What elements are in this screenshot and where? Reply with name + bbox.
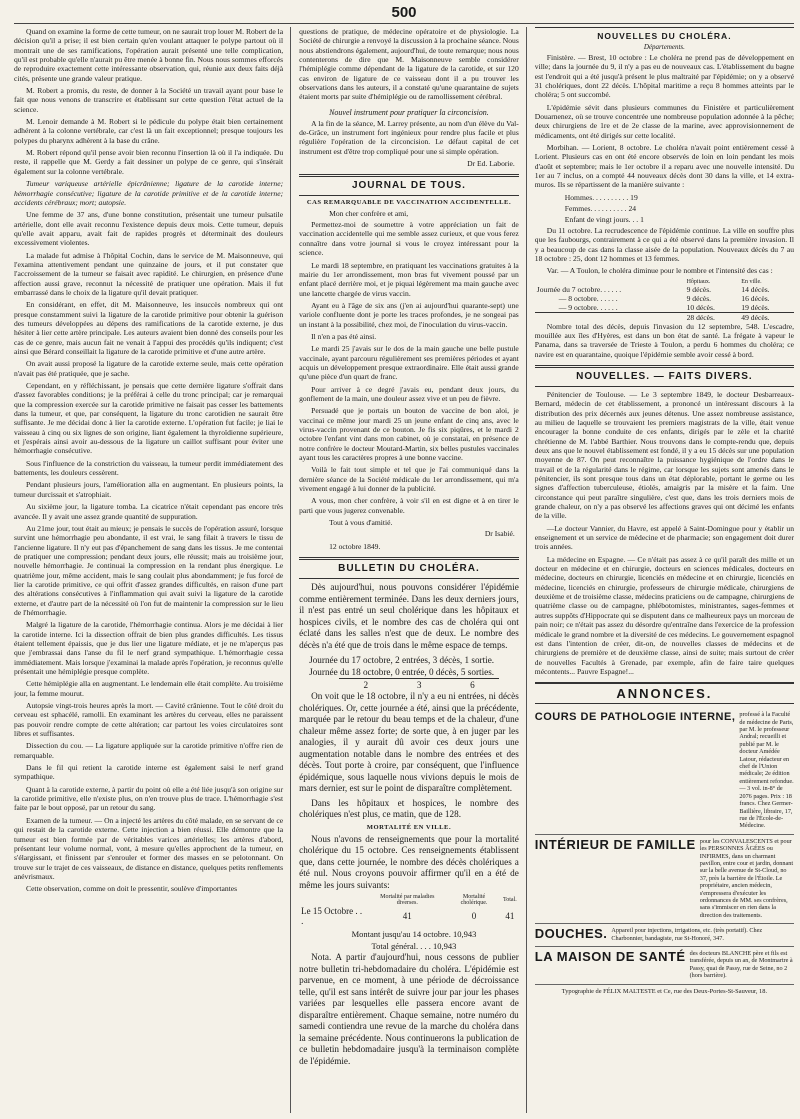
rule xyxy=(299,578,519,579)
printer-footer: Typographie de FÉLIX MALTESTE et Ce, rue des Deux-Portes-St-Sauveur, 18. xyxy=(561,987,768,995)
ad-body: des docteurs BLANCHE père et fils est transférée, depuis un an, de Montmartre à Passy, quai de Passy, rue de Seine, no 2 (hors barrière). xyxy=(689,950,793,980)
column-2 xyxy=(299,27,527,1113)
advertisement xyxy=(535,708,794,835)
paragraph: Au sixième jour, la ligature tomba. La cicatrice n'était cependant pas encore très avancée. Il y avait une assez grande quantité de suppuration. xyxy=(14,502,284,521)
table-cell: 9 décès. xyxy=(686,293,712,303)
paragraph: Permettez-moi de soumettre à votre appréciation un fait de vaccination accidentelle qui me semble assez curieux, et que vous ferez connaître dans votre journal si vous le croyez intéressant pour la science. xyxy=(299,220,519,258)
signature: Dr Isabié. xyxy=(484,529,515,539)
stat-line: Femmes. . . . . . . . . . 24 xyxy=(564,203,637,213)
paragraph: Dans les hôpitaux et hospices, le nombre des cholériques n'est plus, ce matin, que de 128. xyxy=(299,797,519,820)
table-total-row xyxy=(535,312,794,322)
table-cell: 49 décès. xyxy=(741,312,770,322)
paragraph: Voilà le fait tout simple et tel que je l'ai communiqué dans la dernière séance de la Société médicale du 1er arrondissement, qui m'a vivement engagé à lui donner de la publicité. xyxy=(299,465,519,494)
ad-title: INTÉRIEUR DE FAMILLE xyxy=(534,836,696,852)
paragraph: Examen de la tumeur. — On a injecté les artères du côté malade, en se servant de ce qui restait de la carotide externe. Cette injection a bien réussi. Elle démontre que la tumeur est bien formée par de véritables varices artérielles; les artères d'abord, présentant leur volume normal, vont, à mesure qu'elles approchent de la tumeur, en s'élargissant, et finissent par s'enrouler et former des masses en se pelotonnant. On trouve sur le trajet de ces vaisseaux, de distance en distance, quelques petits renflements anévrismaux. xyxy=(14,815,284,881)
section-title: NOUVELLES DU CHOLÉRA. xyxy=(597,31,732,41)
paragraph: Persuadé que je portais un bouton de vaccine de bon aloi, je vaccinai ce même jour mardi 25 un jeune enfant de cinq ans, avec le virus-vaccin provenant de ce bouton. Je fis six piqûres, et le mardi 2 octobre l'enfant vint dans mon cabinet, où je constatai, en présence de notre confrère le docteur Moutard-Martin, six belles pustules vaccinales ayant tous les caractères propres à une bonne vaccine. xyxy=(299,406,519,463)
section-title: BULLETIN DU CHOLÉRA. xyxy=(338,563,480,575)
rule xyxy=(299,195,519,196)
paragraph: L'épidémie sévit dans plusieurs communes du Finistère et particulièrement Douarnenez, où se trouve concentrée une nombreuse population adonnée à la pêche; deux chirurgiens de 1re et de 2e classe de la marine, avec approvisionnement de médicaments, ont été dirigés sur cette localité. xyxy=(534,102,794,140)
announcements-title: ANNONCES. xyxy=(535,682,794,704)
paragraph: Le mardi 18 septembre, en pratiquant les vaccinations gratuites à la mairie du 1er arrondissement, mon bras fut vivement poussé par un enfant placé derrière moi, et je piquai légèrement ma main gauche avec une lancette chargée de virus vaccin. xyxy=(299,260,519,298)
section-subheading: Départements. xyxy=(643,43,685,51)
table-row xyxy=(535,285,794,294)
advertisement xyxy=(535,835,794,924)
advertisement xyxy=(535,924,794,947)
section-subheading: CAS REMARQUABLE DE VACCINATION ACCIDENTELLE. xyxy=(306,199,512,207)
ad-body: pour les CONVALESCENTS et pour les PERSONNES ÂGÉES ou INFIRMES, dans un charmant pavillon, entre cour et jardin, donnant sur la belle avenue de St-Cloud, no 37, près la barrière de l'Étoile. Le propriétaire, ancien médecin, s'empressera d'exécuter les ordonnances de MM. ses confrères, sans s'immiscer en rien dans la direction des traitements. xyxy=(699,837,794,919)
paragraph: Morbihan. — Lorient, 8 octobre. Le choléra n'avait point entièrement cessé à Lorient. Plusieurs cas en ont été encore observés de loin en loin pendant les mois d'août et septembre; mais le 1er octobre il a reparu avec une nouvelle intensité. Du 1er au 7 inclus, on a compté 44 nouveaux décès dont 30 dans la ville, et 14 extra-muros. Ils se répartissent de la manière suivante : xyxy=(534,143,794,190)
paragraph: Le mardi 25 j'avais sur le dos de la main gauche une belle pustule vaccinale, ayant parcouru régulièrement ses premières périodes et ayant acquis un développement presque extraordinaire. Elle était aussi grande qu'une pièce d'un quart de franc. xyxy=(299,344,519,382)
bulletin-body xyxy=(299,582,519,1067)
case-title: Tumeur variqueuse artérielle épicrânienne; ligature de la carotide interne; hémorrhagie consécutive; ligature de la carotide primitive et de la carotide interne; accidents cérébraux; mort; autopsie. xyxy=(14,179,284,207)
paragraph: La médecine en Espagne. — Ce n'était pas assez à ce qu'il paraît des mille et un docteur en médecine et en chirurgie, docteurs en sciences médicales, docteurs en médecine, docteurs en chirurgie, licenciés en médecine et en chirurgie, licenciés en médecine, licenciés en chirurgie, professeurs de chirurgie médicale, chirurgiens de deuxième et de troisième classe, médecins praticiens ou de campagne, chirurgiens de quatrième classe ou de campagne, phlébotomistes, ministrantes, sages-femmes et autres suppôts d'Hippocrate qui se disputent dans ce malheureux pays un morceau de pain noir; ce n'était pas assez du désordre qu'entraîne dans l'exercice de la profession médicale le grand nombre et la diversité de ces médecins. Le gouvernement espagnol est dans l'intention de créer, dit-on, de nouvelles classes de médecins et de chirurgiens de première et de deuxième classe, ainsi de suite; mais surtout de créer de nouvelles Facultés à Grenade, par exemple, afin de faire taire quelques mécontents... Pauvre Espagne!... xyxy=(534,554,794,676)
paragraph: Du 11 octobre. La recrudescence de l'épidémie continue. La ville en souffre plus que les faubourgs, contrairement à ce qui a été observé dans la première invasion. Il y a beaucoup de cas dans la classe aisée de la population. Nouveaux décès du 7 au 18 octobre : 25, dont 12 hommes et 13 femmes. xyxy=(534,225,794,263)
section-rule xyxy=(299,174,519,177)
paragraph: On voit que le 18 octobre, il n'y a eu ni entrées, ni décès cholériques. Or, cette journée a été, ainsi que la précédente, marquée par le retour du beau temps et de la chaleur, d'une chaleur même assez forte; de sorte que, à en juger par les analogies, il y aurait dû avoir ces deux jours une augmentation notable dans le nombre des entrées et des décès. Tout porte à croire, par conséquent, que l'influence épidémique, sous laquelle nous vivions depuis le mois de mars dernier, est sur le point de disparaître complètement. xyxy=(299,691,519,794)
paragraph: Dès aujourd'hui, nous pouvons considérer l'épidémie comme entièrement terminée. Dans les deux derniers jours, il n'est pas entré un seul cholérique dans les hôpitaux et hospices civils, et le nombre des cas de choléra qui ont éclaté dans les salles n'est que de deux. Le nombre des décès n'a été que de trois dans le même espace de temps. xyxy=(299,582,519,650)
column-1 xyxy=(14,27,291,1113)
table-cell: Journée du 7 octobre. . . . . . xyxy=(536,284,622,294)
letter-date: 12 octobre 1849. xyxy=(329,542,381,552)
ad-body: professé à la Faculté de médecine de Paris, par M. le professeur Andral; recueilli et publié par M. le docteur Amédée Latour, rédacteur en chef de l'Union médicale; 2e édition entièrement refondue. — 3 vol. in-8° de 2076 pages. Prix : 18 francs. Chez Germer-Baillière, libraire, 17, rue de l'École-de-Médecine. xyxy=(739,711,794,830)
columns xyxy=(14,27,794,1113)
paragraph: A la fin de la séance, M. Larrey présente, au nom d'un élève du Val-de-Grâce, un instrument fort ingénieux pour rendre plus facile et plus régulière l'opération de la circoncision. Le défaut capital de cet instrument est d'être trop compliqué pour une si simple opération. xyxy=(299,118,519,156)
journee-row: Journée du 17 octobre, 2 entrées, 3 décès, 1 sortie. xyxy=(309,655,495,666)
paragraph: Au 21me jour, tout était au mieux; je pensais le succès de l'opération assuré, lorsque survint une hémorrhagie peu abondante, il est vrai, le sang filait à travers le tissu de l'ancienne ligature. Il n'y eut pas d'épanchement de sang dans les tissus. Je me contentai de pratiquer une compression; pendant deux jours, elle réussit; mais au troisième jour, nouvelle hémorrhagie. Je continuai la compression en la rendant plus énergique. Le quatrième jour, même accident, mais le sang coulait plus abondamment; je fus forcé de lier la carotide primitive, ce qui offrit d'assez grandes difficultés, en raison d'une part des altérations consécutives à l'inflammation qui avait suivi la ligature de la carotide externe, et d'autre part de la nécessité où l'on fut de maintenir la compression sur le lieu de l'hémorrhagie. xyxy=(14,523,284,617)
paragraph: Il n'en a pas été ainsi. xyxy=(311,331,377,341)
table-cell: 16 décès. xyxy=(741,293,770,303)
paragraph: questions de pratique, de médecine opératoire et de physiologie. La Société de chirurgie a renvoyé la discussion à la prochaine séance. Nous nous abstiendrons également, aujourd'hui, de toute remarque; nous nous contenterons de dire que M. Maisonneuve semble considérer l'hémiplégie comme dépendant de la ligature de la carotide, et sur 120 cas environ de ligature de ce vaisseau dont il a pu trouver les observations dans les auteurs, il a constaté qu'une quarantaine de sujets étaient morts par suite d'hémiplégie ou de ramollissement cérébral. xyxy=(299,27,519,102)
total-deaths: 3 xyxy=(416,680,422,691)
paragraph: La malade fut admise à l'hôpital Cochin, dans le service de M. Maisonneuve, qui l'examina attentivement pendant une quinzaine de jours, et il put constater que l'accroissement de la tumeur se faisait avec rapidité. Le chirurgien, en présence d'une affection aussi grave, reconnut la nécessité de pratiquer une opération. Mais il fut embarrassé dans le choix de la ligature qu'il devait pratiquer. xyxy=(14,250,284,297)
stat-line: Enfant de vingt jours. . . 1 xyxy=(564,214,644,224)
table-row xyxy=(535,294,794,303)
rule xyxy=(535,27,794,28)
total-exits: 6 xyxy=(470,680,475,691)
column-3 xyxy=(535,27,794,1113)
paragraph: Sous l'influence de la constriction du vaisseau, la tumeur perdit immédiatement des battements, les douleurs cessèrent. xyxy=(14,458,284,478)
ad-body: Appareil pour injections, irrigations, etc. (très portatif). Chez Charbonnier, bandagiste, rue St-Honoré, 347. xyxy=(611,927,763,942)
table-cell: 9 décès. xyxy=(686,284,712,294)
paragraph: En considérant, en effet, dit M. Maisonneuve, les insuccès nombreux qui ont presque constamment suivi la ligature de la carotide primitive pour obtenir la guérison des tumeurs développées au dépens des ramifications de la carotide externe, je dus hésiter à lier cette artère principale. Les auteurs avaient bien donné des conseils pour les cas de ce genre, mais aucun fait ne venait à l'appui des procédés qu'ils indiquent; c'est ainsi que Bérard conseillait la ligature de la carotide primitive et d'une autre artère. xyxy=(14,300,284,356)
paragraph: A vous, mon cher confrère, à voir s'il en est digne et à en tirer le parti que vous jugerez convenable. xyxy=(299,496,519,515)
paragraph: Pénitencier de Toulouse. — Le 3 septembre 1849, le docteur Desbarreaux-Bernard, médecin de cet établissement, a prononcé un intéressant discours à la distribution des prix décernés aux jeunes détenus. Une assez nombreuse assistance, au milieu de laquelle se trouvaient les premiers magistrats de la ville, était venue encourager la bonne conduite de ces enfants, dirigés par le zèle et la charité chrétienne de M. l'abbé Barthier. Nous trouvons dans le compte-rendu que, depuis deux ans que le nouvel établissement est fondé, il y a eu 15 décès sur une population moyenne de 87. On peut reconnaître la puissance hygiénique de l'ordre dans le travail et de la régularité dans le régime, car lorsque les sujets sont amenés dans le pénitencier, ils sont presque tous dans un état déplorable, portant le germe ou les signes d'affection tuberculeuse, étiolés, amaigris par la misère et la faim. Une circonstance qui peut paraître singulière, c'est que, dans les trois derniers mois de grande chaleur, on n'y a pas observé les affections graves qui ont décimé les enfants de la ville. xyxy=(534,389,794,521)
table-header: Mortalité cholérique. xyxy=(460,894,488,907)
paragraph: M. Lenoir demande à M. Robert si le pédicule du polype était bien certainement adhérent à la colonne vertébrale, car c'est là un fait exceptionnel; presque toujours les polypes du pharynx adhèrent à la base du crâne. xyxy=(14,117,284,145)
section-subheading: MORTALITÉ EN VILLE. xyxy=(366,823,452,831)
table-header: Mortalité par maladies diverses. xyxy=(380,894,435,907)
table-cell: 28 décès. xyxy=(686,312,715,322)
paragraph: Ayant eu à l'âge de six ans (j'en ai aujourd'hui quarante-sept) une variole confluente dont je porte les traces profondes, je ne songeai pas un instant à la possibilité, chez moi, de l'inoculation du virus-vaccin. xyxy=(299,300,519,329)
ad-title: COURS DE PATHOLOGIE INTERNE, xyxy=(534,711,736,724)
table-cell: 14 décès. xyxy=(741,284,770,294)
table-cell: 41 xyxy=(402,911,412,922)
paragraph: On avait aussi proposé la ligature de la carotide externe seule, mais cette opération n'avait pas été pratiquée, que je sache. xyxy=(14,359,284,378)
totals-row xyxy=(339,678,499,691)
mortality-grand-total: Total général. . . . 10,943 xyxy=(371,941,457,952)
table-header: Total. xyxy=(503,897,517,904)
table-row-label: Le 15 Octobre . . . xyxy=(301,906,363,927)
table-cell: 41 xyxy=(505,911,515,922)
table-cell: 19 décès. xyxy=(741,302,770,312)
top-rule xyxy=(14,23,794,24)
table-row xyxy=(535,303,794,313)
toulon-table xyxy=(535,279,794,322)
paragraph: Pendant plusieurs jours, l'amélioration alla en augmentant. En plusieurs points, la tumeur durcissait et s'atrophiait. xyxy=(14,480,284,499)
paragraph: Finistère. — Brest, 10 octobre : Le choléra ne prend pas de développement en ville; dans la journée du 9, il n'y a pas eu de nouveaux cas. L'établissement du bagne est l'endroit qui a été jusqu'à présent le plus maltraité par l'épidémie; on y a observé 31 cholériques, dont 22 décès. L'hôpital maritime a reçu 8 hommes atteints par le choléra; 5 ont succombé. xyxy=(534,53,794,100)
paragraph: Nous n'avons de renseignements que pour la mortalité cholérique du 15 octobre. Ces renseignements établissent que, dans cette journée, le nombre des décès cholériques a été nul. Nous croyons pouvoir affirmer qu'il en a été de même les jours suivants: xyxy=(299,833,519,890)
section-subtitle: Nouvel instrument pour pratiquer la circoncision. xyxy=(329,107,489,117)
paragraph: M. Robert a promis, du reste, de donner à la Société un travail ayant pour base le fait que nous venons de transcrire et établissant sur cette question l'état actuel de la science. xyxy=(14,86,284,114)
paragraph: Cette observation, comme on doit le pressentir, soulève d'importantes xyxy=(26,884,238,894)
table-cell: — 9 octobre. . . . . . xyxy=(558,302,618,312)
mortality-table xyxy=(299,894,519,926)
stat-line: Hommes. . . . . . . . . . 19 xyxy=(564,192,638,202)
ad-title: DOUCHES. xyxy=(534,926,608,942)
paragraph: Pour arriver à ce degré j'avais eu, pendant deux jours, du gonflement de la main, une douleur assez vive et un peu de fièvre. xyxy=(299,384,519,403)
paragraph: Nota. A partir d'aujourd'hui, nous cessons de publier notre bulletin tri-hebdomadaire du choléra. L'épidémie est parvenue, en ce moment, à une période de décroissance telle, qu'il est sans intérêt de suivre jour par jour les phases variées par lesquelles elle passera encore avant de disparaître entièrement. Chaque semaine, notre numéro du samedi contiendra une revue de la marche du choléra dans la semaine précédente. Nous continuerons la publication de ce bulletin hebdomadaire jusqu'à la terminaison complète de l'épidémie. xyxy=(299,952,519,1066)
table-cell: 0 xyxy=(471,911,477,922)
rule xyxy=(535,386,794,387)
total-entries: 2 xyxy=(363,680,369,691)
table-header: Hôpitaux. xyxy=(686,278,711,285)
section-title: NOUVELLES. — FAITS DIVERS. xyxy=(576,370,753,382)
ad-title: LA MAISON DE SANTÉ xyxy=(534,949,686,964)
paragraph: Quand on examine la forme de cette tumeur, on ne saurait trop louer M. Robert de la décision qu'il a prise; il est bien certain qu'en voulant attaquer le polype partout où il montrait une de ses ramifications, l'opération aurait présenté une telle complication, qu'il est probable qu'elle n'aurait pu être menée à bonne fin. Nous nous sommes efforcés de reproduire exactement cette intéressante observation, qui, réunie aux deux faits déjà cités, présente une grande valeur pratique. xyxy=(14,27,284,83)
paragraph: Autopsie vingt-trois heures après la mort. — Cavité crânienne. Tout le côté droit du cerveau est sphacélé, ramolli. En examinant les artères du cerveau, elles ne paraissent pas pouvoir rendre compte de cette altération; car partout les voies circulatoires sont libres et suffisantes. xyxy=(14,701,284,739)
paragraph: Cependant, en y réfléchissant, je pensais que cette dernière ligature s'offrait dans d'assez favorables conditions; je la préférai à celle du tronc principal; car je remarquai que la compression exercée sur la carotide primitive ne faisait pas cesser les battements dans la tumeur, et que, par conséquent, la ligature du tronc carotidien ne saurait être suffisante. Je me décidai donc à lier la carotide externe. L'opération fut facile; je liai le vaisseau à cinq ou six lignes de son origine, liant également la thyroïdienne supérieure, et j'espérais ainsi avoir au-dessous de la ligature un caillot suffisant pour éviter une hémorrhagie consécutive. xyxy=(14,381,284,456)
paragraph: —Le docteur Vannier, du Havre, est appelé à Saint-Domingue pour y établir un enseignement et un service de médecine et de pharmacie; son engagement doit durer trois années. xyxy=(534,523,794,552)
paragraph: Var. — A Toulon, le choléra diminue pour le nombre et l'intensité des cas : xyxy=(546,266,773,276)
paragraph: Dissection du cou. — La ligature appliquée sur la carotide primitive n'offre rien de remarquable. xyxy=(14,741,284,760)
paragraph: M. Robert répond qu'il pense avoir bien reconnu l'insertion là où il l'a indiquée. Du reste, il rappelle que M. Gerdy a fait dessiner un polype de ce genre, qui s'insérait également sur la colonne vertébrale. xyxy=(14,148,284,176)
paragraph: Quant à la carotide externe, à partir du point où elle a été liée jusqu'à son origine sur la carotide primitive, elle n'existe plus, on n'en trouve plus de trace. L'hémorrhagie s'est faite par le bout opposé, par un retour du sang. xyxy=(14,784,284,813)
paragraph: Cette hémiplégie alla en augmentant. Le lendemain elle était complète. Au troisième jour, la femme mourut. xyxy=(14,679,284,698)
mortality-total: Montant jusqu'au 14 octobre. 10,943 xyxy=(351,929,477,940)
paragraph: Nombre total des décès, depuis l'invasion du 12 septembre, 548. L'escadre, mouillée aux îles d'Hyères, est dans un bon état de santé. La frégate à vapeur le Panama, dans sa traversée de Trieste à Toulon, a perdu 6 hommes du choléra; ce navire est en quarantaine, quoique l'épidémie semble avoir cessé à bord. xyxy=(534,321,794,359)
closing: Tout à vous d'amitié. xyxy=(329,518,393,528)
table-header: En ville. xyxy=(741,278,762,285)
paragraph: Malgré la ligature de la carotide, l'hémorrhagie continua. Alors je me décidai à lier la carotide interne. Ici la dissection offrait de bien plus grandes difficultés. Les tissus étaient tellement épaissis, que je dus lier une ligature médiate, et je ne m'aperçus pas que j'embrassai dans l'anse du fil le nerf grand sympathique. L'hémorrhagie cessa immédiatement. Mais lorsque j'examinai la malade après l'opération, je reconnus qu'elle présentait une hémiplégie presque complète. xyxy=(14,620,284,676)
paragraph: Une femme de 37 ans, d'une bonne constitution, présentait une tumeur pulsatile artérielle, dont elle avait reconnu l'existence depuis deux mois. Cette tumeur, depuis qu'elle avait apparu, avait fait de rapides progrès et déterminait des douleurs excessivement violentes. xyxy=(14,210,284,248)
signature: Dr Ed. Laborie. xyxy=(467,159,515,169)
journee-row: Journée du 18 octobre, 0 entrée, 0 décès, 5 sorties. xyxy=(309,667,495,678)
table-cell: 10 décès. xyxy=(686,302,715,312)
paragraph: Dans le fil qui retient la carotide interne est également saisi le nerf grand sympathique. xyxy=(14,763,284,782)
advertisement xyxy=(535,947,794,985)
salutation: Mon cher confrère et ami, xyxy=(329,209,409,219)
page-number: 500 xyxy=(391,4,417,21)
section-title: JOURNAL DE TOUS. xyxy=(351,180,466,192)
section-rule xyxy=(535,365,794,368)
section-rule xyxy=(299,557,519,560)
table-cell: — 8 octobre. . . . . . xyxy=(558,293,618,303)
